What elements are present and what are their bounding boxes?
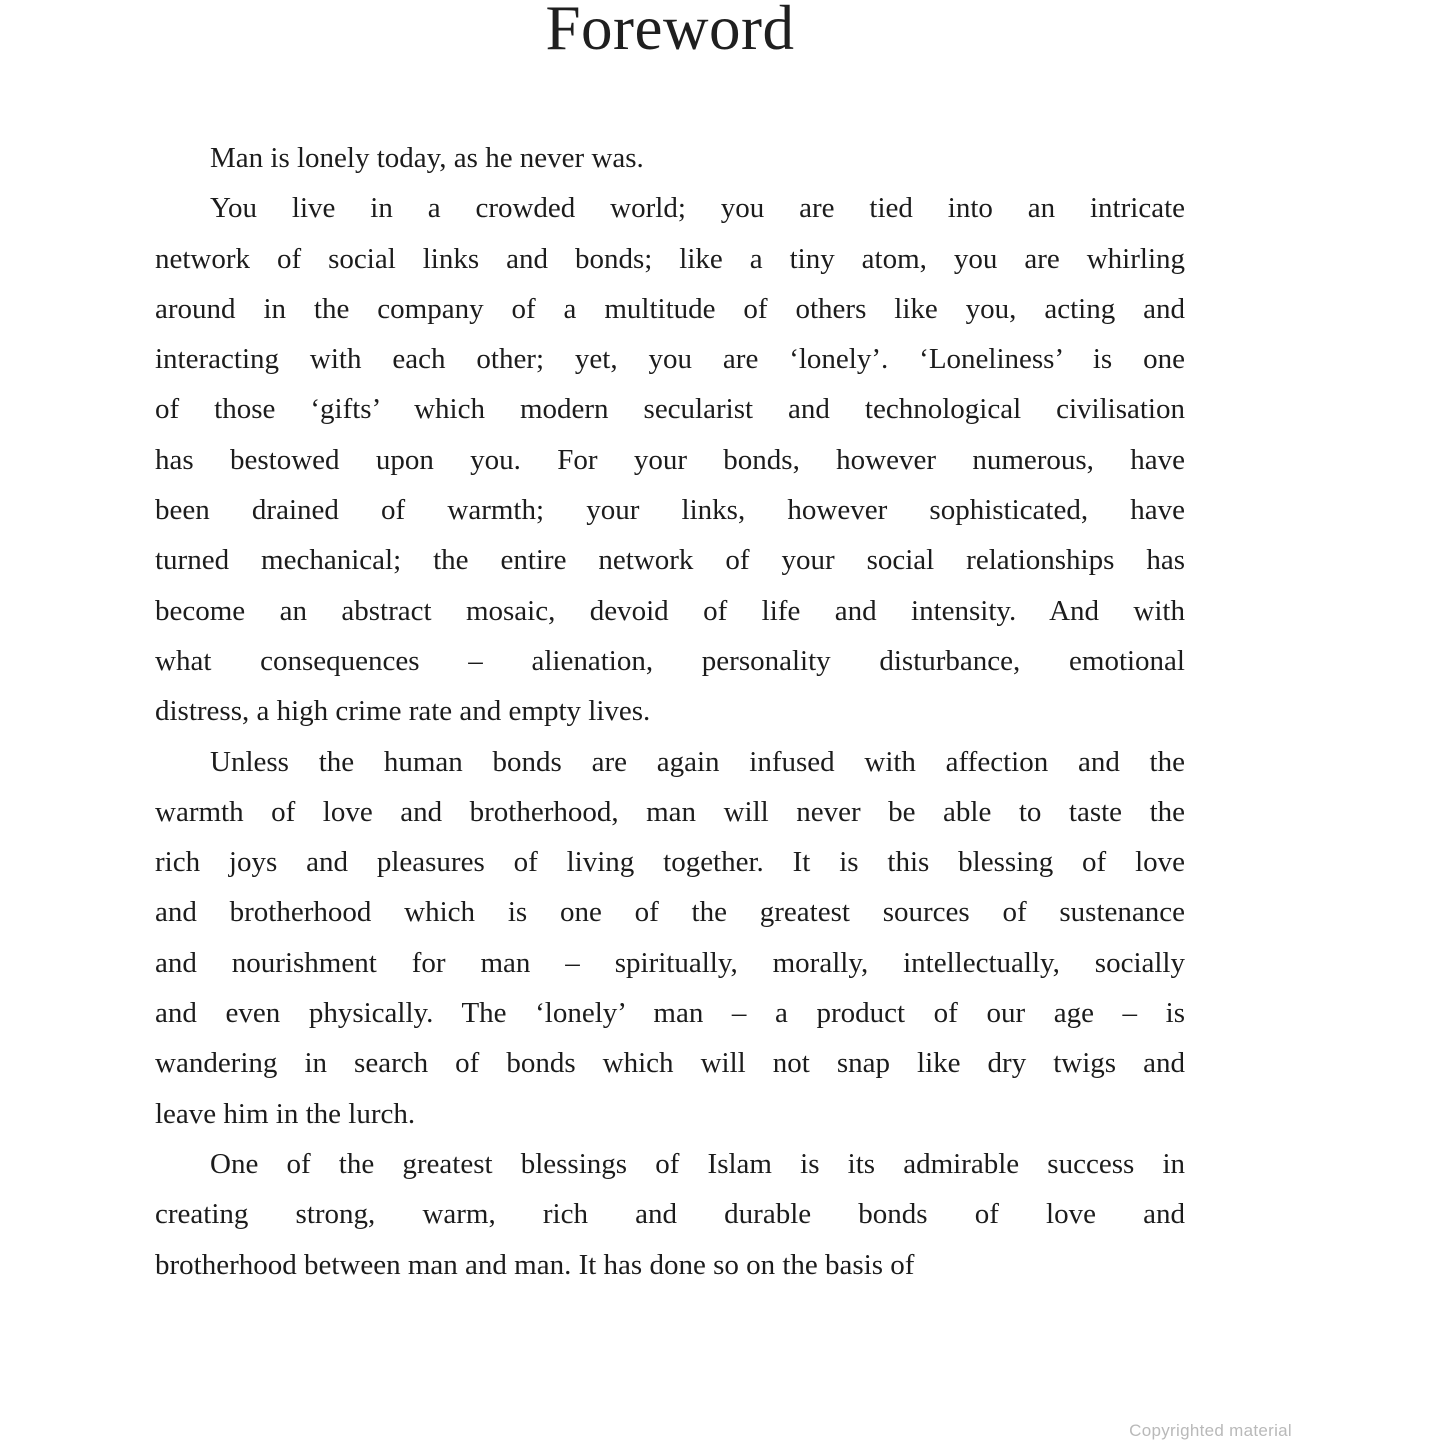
text-line: has bestowed upon you. For your bonds, however numerous, have	[155, 443, 1185, 476]
text-line: wandering in search of bonds which will not snap like dry twigs and	[155, 1047, 1185, 1080]
paragraph	[155, 737, 1185, 1139]
text-line: warmth of love and brotherhood, man will never be able to taste the	[155, 795, 1185, 828]
text-line: around in the company of a multitude of others like you, acting and	[155, 292, 1185, 325]
text-line: interacting with each other; yet, you are ‘lonely’. ‘Loneliness’ is one	[155, 343, 1185, 376]
text-line: distress, a high crime rate and empty lives.	[155, 695, 651, 728]
text-line: network of social links and bonds; like a tiny atom, you are whirling	[155, 242, 1185, 275]
text-line: of those ‘gifts’ which modern secularist and technological civilisation	[155, 393, 1185, 426]
text-line: creating strong, warm, rich and durable bonds of love and	[155, 1198, 1185, 1231]
paragraph	[155, 133, 1185, 183]
copyright-watermark: Copyrighted material	[1129, 1421, 1292, 1440]
text-line: You live in a crowded world; you are tied into an intricate	[210, 192, 1185, 225]
page-title: Foreword	[545, 0, 795, 63]
text-line: One of the greatest blessings of Islam is its admirable success in	[210, 1147, 1185, 1180]
text-line: brotherhood between man and man. It has done so on the basis of	[155, 1248, 915, 1281]
body-text	[155, 133, 1185, 1290]
text-line: become an abstract mosaic, devoid of life and intensity. And with	[155, 594, 1185, 627]
text-line: been drained of warmth; your links, however sophisticated, have	[155, 494, 1185, 527]
text-line: Unless the human bonds are again infused with affection and the	[210, 745, 1185, 778]
paragraph	[155, 1139, 1185, 1290]
text-line: leave him in the lurch.	[155, 1097, 416, 1130]
text-line: and brotherhood which is one of the greatest sources of sustenance	[155, 896, 1185, 929]
paragraph	[155, 183, 1185, 736]
text-line: rich joys and pleasures of living together. It is this blessing of love	[155, 846, 1185, 879]
text-line: turned mechanical; the entire network of your social relationships has	[155, 544, 1185, 577]
text-line: what consequences – alienation, personality disturbance, emotional	[155, 644, 1185, 677]
text-line: and even physically. The ‘lonely’ man – a product of our age – is	[155, 997, 1185, 1030]
text-line: Man is lonely today, as he never was.	[210, 142, 644, 174]
text-line: and nourishment for man – spiritually, morally, intellectually, socially	[155, 946, 1185, 979]
